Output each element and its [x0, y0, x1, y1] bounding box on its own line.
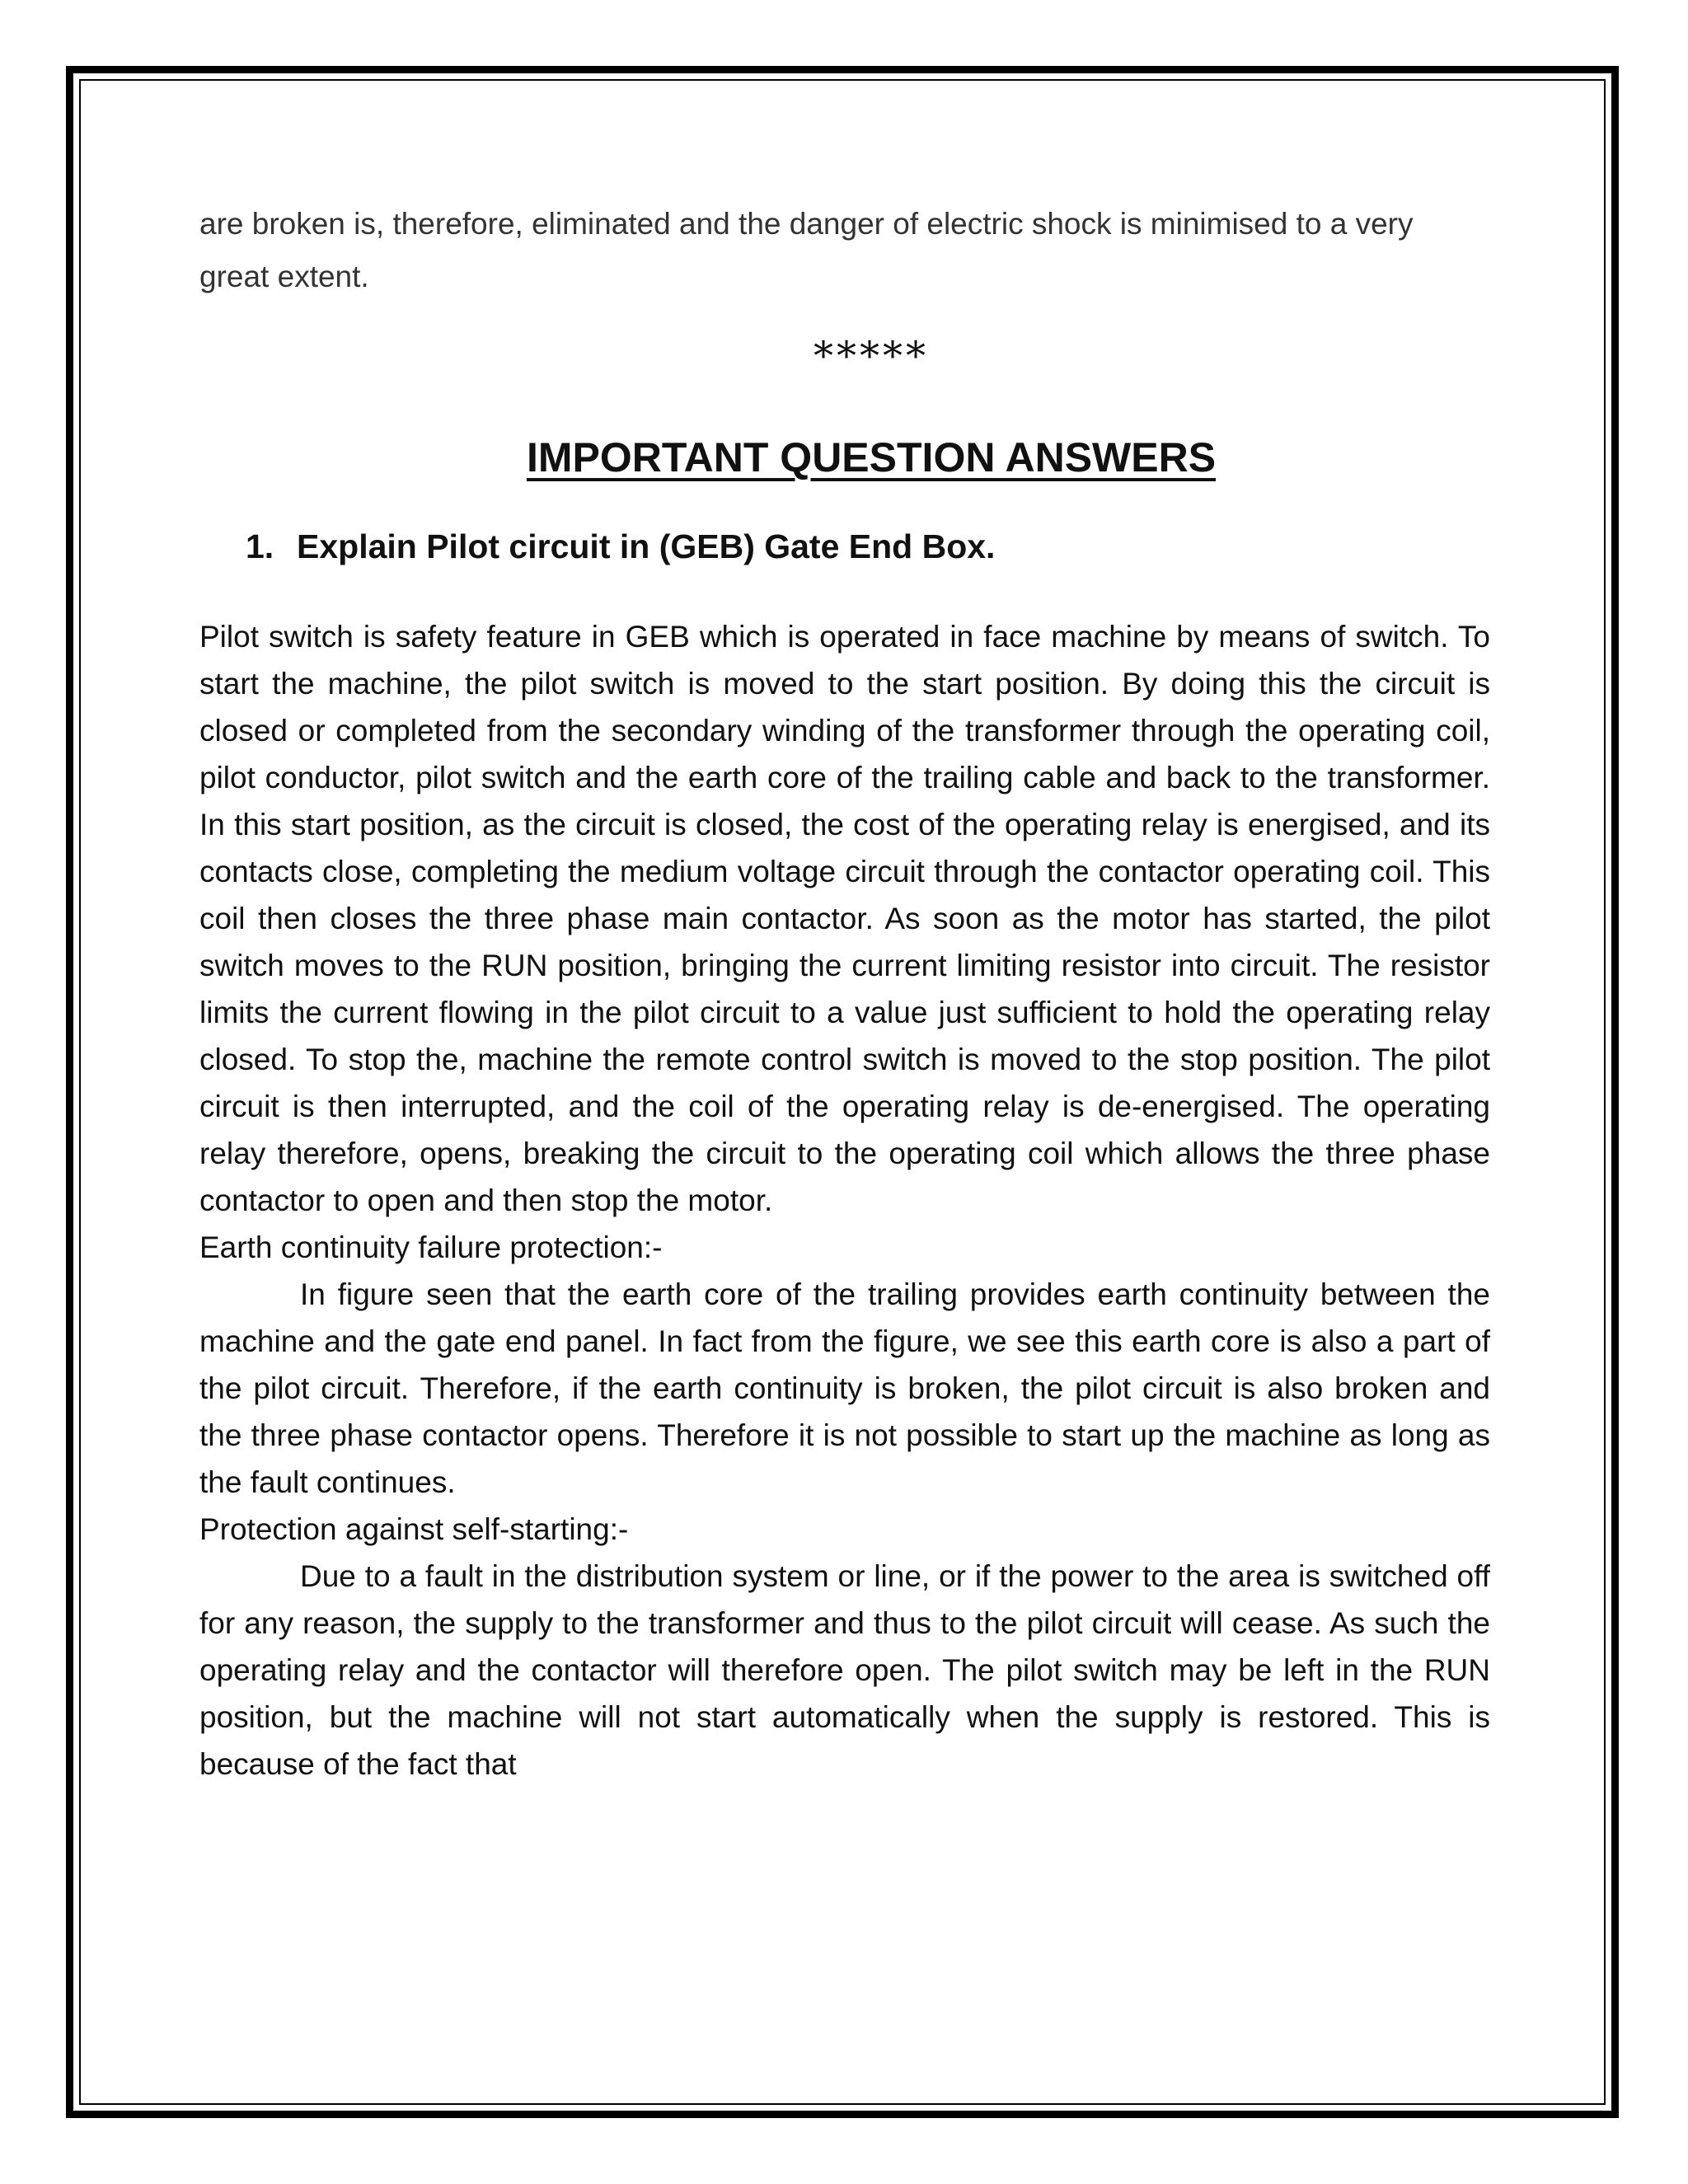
question-text: Explain Pilot circuit in (GEB) Gate End Box. [297, 527, 996, 565]
section-heading: IMPORTANT QUESTION ANSWERS [526, 434, 1217, 480]
subheading-earth-continuity: Earth continuity failure protection:- [199, 1230, 663, 1264]
section-separator: ***** [814, 333, 929, 379]
intro-text: are broken is, therefore, eliminated and the danger of electric shock is minimised to a very great extent. [199, 207, 1414, 293]
question-number: 1. [246, 527, 274, 565]
subheading-self-starting: Protection against self-starting:- [199, 1512, 629, 1546]
earth-continuity-paragraph: In figure seen that the earth core of the trailing provides earth continuity between the machine and the gate end panel. In fact from the figure, we see this earth core is also a part of the pilot circuit. Therefore, if the earth continuity is broken, the pilot circuit is also broken and the three phase contactor opens. Therefore it is not possible to start up the machine as long as the fault continues. [199, 1277, 1490, 1499]
page-content [199, 198, 1490, 1788]
self-starting-paragraph: Due to a fault in the distribution system or line, or if the power to the area is switched off for any reason, the supply to the transformer and thus to the pilot circuit will cease. As such the operating relay and the contactor will therefore open. The pilot switch may be left in the RUN position, but the machine will not start automatically when the supply is restored. This is because of the fact that [199, 1559, 1490, 1781]
answer-paragraph: Pilot switch is safety feature in GEB which is operated in face machine by means of switch. To start the machine, the pilot switch is moved to the start position. By doing this the circuit is closed or completed from the secondary winding of the transformer through the operating coil, pilot conductor, pilot switch and the earth core of the trailing cable and back to the transformer. In this start position, as the circuit is closed, the cost of the operating relay is energised, and its contacts close, completing the medium voltage circuit through the contactor operating coil. This coil then closes the three phase main contactor. As soon as the motor has started, the pilot switch moves to the RUN position, bringing the current limiting resistor into circuit. The resistor limits the current flowing in the pilot circuit to a value just sufficient to hold the operating relay closed. To stop the, machine the remote control switch is moved to the stop position. The pilot circuit is then interrupted, and the coil of the operating relay is de-energised. The operating relay therefore, opens, breaking the circuit to the operating coil which allows the three phase contactor to open and then stop the motor. [199, 620, 1490, 1217]
question-heading [246, 523, 1490, 570]
